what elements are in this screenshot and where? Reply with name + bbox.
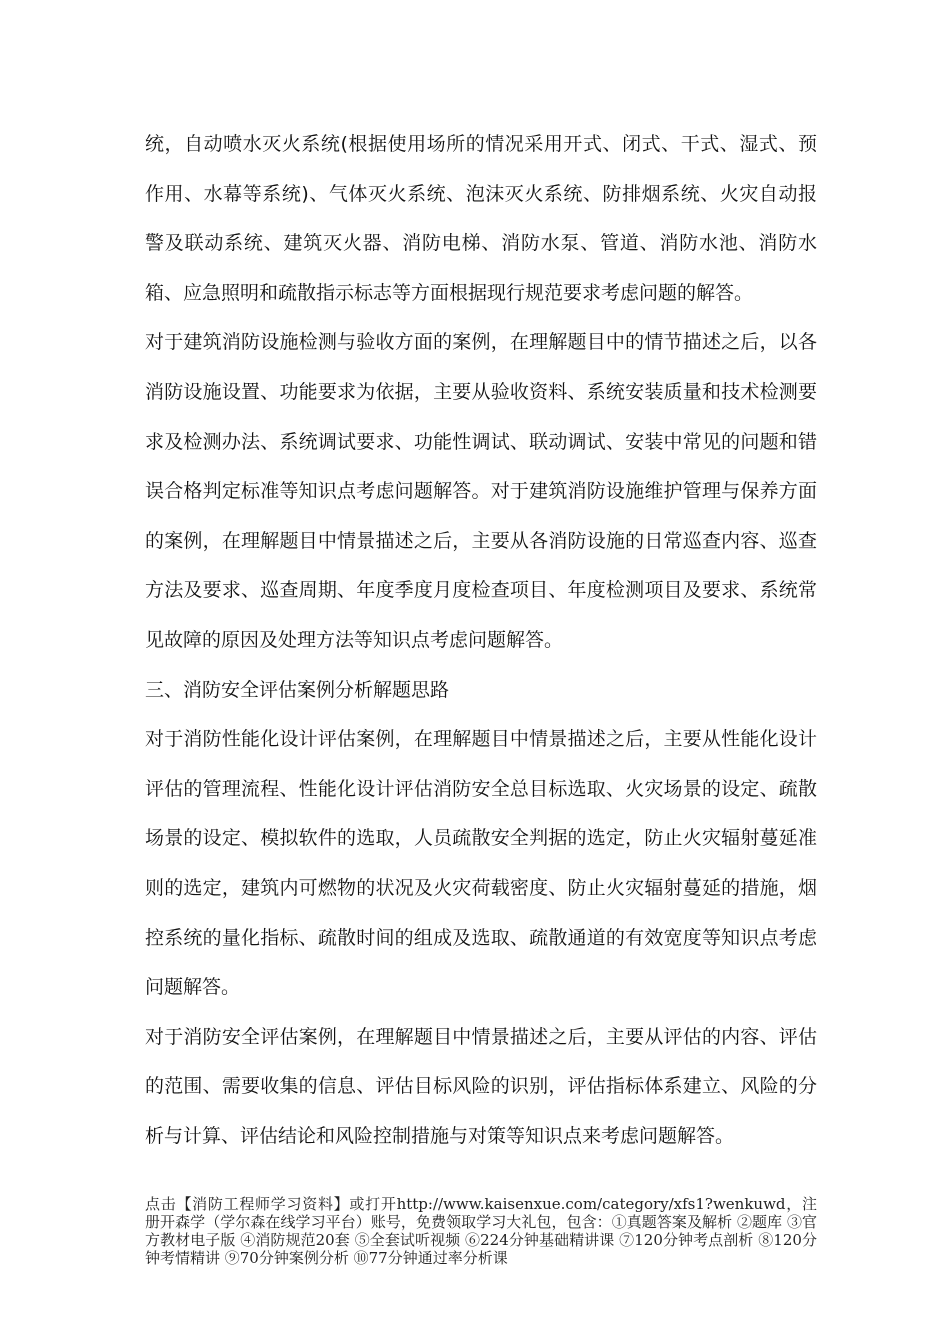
paragraph-systems-list: 统，自动喷水灭火系统(根据使用场所的情况采用开式、闭式、干式、湿式、预作用、水幕等系统)、气体灭火系统、泡沫灭火系统、防排烟系统、火灾自动报警及联动系统、建筑灭火器、消防电梯、消防水泵、管道、消防水池、消防水箱、应急照明和疏散指示标志等方面根据现行规范要求考虑问题的解答。 xyxy=(145,133,817,304)
paragraph-safety-assessment: 对于消防安全评估案例，在理解题目中情景描述之后，主要从评估的内容、评估的范围、需要收集的信息、评估目标风险的识别，评估指标体系建立、风险的分析与计算、评估结论和风险控制措施与对策等知识点来考虑问题解答。 xyxy=(145,1025,817,1147)
promo-footer[interactable]: 点击【消防工程师学习资料】或打开http://www.kaisenxue.com/category/xfs1?wenkuwd，注册开森学（学尔森在线学习平台）账号，免费领取学习大礼包，包含：①真题答案及解析 ②题库 ③官方教材电子版 ④消防规范20套 ⑤全套试听视频 ⑥224分钟基础精讲课 ⑦120分钟考点剖析 ⑧120分钟考情精讲 ⑨70分钟案例分析 ⑩77分钟通过率分析课 xyxy=(145,1195,817,1267)
section-heading-assessment: 三、消防安全评估案例分析解题思路 xyxy=(145,678,450,701)
paragraph-inspection-acceptance: 对于建筑消防设施检测与验收方面的案例，在理解题目中的情节描述之后，以各消防设施设置、功能要求为依据，主要从验收资料、系统安装质量和技术检测要求及检测办法、系统调试要求、功能性调试、联动调试、安装中常见的问题和错误合格判定标准等知识点考虑问题解答。对于建筑消防设施维护管理与保养方面的案例，在理解题目中情景描述之后，主要从各消防设施的日常巡查内容、巡查方法及要求、巡查周期、年度季度月度检查项目、年度检测项目及要求、系统常见故障的原因及处理方法等知识点考虑问题解答。 xyxy=(145,331,817,651)
document-body xyxy=(145,120,817,1161)
paragraph-performance-design: 对于消防性能化设计评估案例，在理解题目中情景描述之后，主要从性能化设计评估的管理流程、性能化设计评估消防安全总目标选取、火灾场景的设定、疏散场景的设定、模拟软件的选取，人员疏散安全判据的选定，防止火灾辐射蔓延准则的选定，建筑内可燃物的状况及火灾荷载密度、防止火灾辐射蔓延的措施，烟控系统的量化指标、疏散时间的组成及选取、疏散通道的有效宽度等知识点考虑问题解答。 xyxy=(145,728,817,999)
